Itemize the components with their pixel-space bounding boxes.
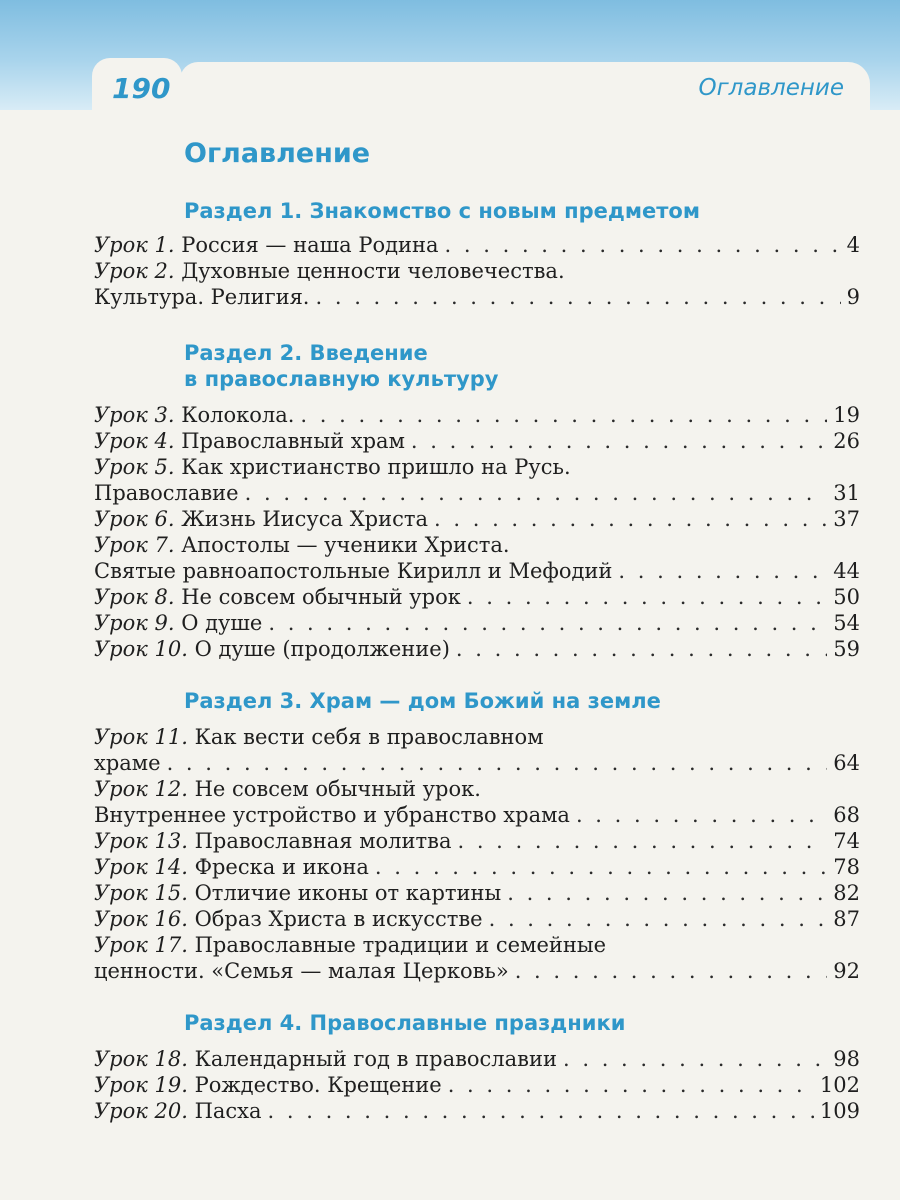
entry-second-line bbox=[94, 802, 860, 828]
entry-label bbox=[94, 506, 428, 532]
lesson-title: Апостолы — ученики Христа. bbox=[181, 533, 510, 557]
entry-line bbox=[94, 880, 860, 906]
page-ref: 98 bbox=[833, 1047, 860, 1071]
toc-section bbox=[94, 688, 860, 984]
entry-first-line bbox=[94, 724, 860, 750]
toc-entry[interactable] bbox=[94, 828, 860, 854]
lesson-number: Урок 9. bbox=[94, 611, 175, 635]
entry-label bbox=[94, 1098, 262, 1124]
lesson-number: Урок 7. bbox=[94, 533, 175, 557]
toc-section bbox=[94, 340, 860, 662]
page-ref: 9 bbox=[846, 285, 860, 309]
toc-section bbox=[94, 1010, 860, 1124]
lesson-title-continued: храме bbox=[94, 751, 161, 775]
page-ref: 44 bbox=[833, 559, 860, 583]
section-heading: Раздел 2. Введение bbox=[184, 341, 428, 365]
lesson-number: Урок 1. bbox=[94, 233, 175, 257]
page-number: 190 bbox=[112, 72, 171, 105]
lesson-title: Рождество. Крещение bbox=[194, 1073, 442, 1097]
lesson-number: Урок 20. bbox=[94, 1099, 188, 1123]
leader-dots bbox=[316, 284, 841, 310]
lesson-title: Россия — наша Родина bbox=[181, 233, 439, 257]
entry-line bbox=[94, 906, 860, 932]
lesson-title-continued: Святые равноапостольные Кирилл и Мефодий bbox=[94, 559, 613, 583]
lesson-title: О душе (продолжение) bbox=[194, 637, 450, 661]
toc-entry[interactable] bbox=[94, 880, 860, 906]
page-ref: 87 bbox=[833, 907, 860, 931]
entry-line bbox=[94, 854, 860, 880]
page-ref: 19 bbox=[833, 403, 860, 427]
leader-dots bbox=[576, 802, 827, 828]
entry-label bbox=[94, 1072, 442, 1098]
entry-label bbox=[94, 932, 606, 958]
lesson-number: Урок 8. bbox=[94, 585, 175, 609]
lesson-title: Фреска и икона bbox=[194, 855, 369, 879]
lesson-title: Календарный год в православии bbox=[194, 1047, 557, 1071]
leader-dots bbox=[268, 610, 827, 636]
leader-dots bbox=[434, 506, 827, 532]
page-ref: 54 bbox=[833, 611, 860, 635]
entry-first-line bbox=[94, 776, 860, 802]
leader-dots bbox=[563, 1046, 827, 1072]
entry-label bbox=[94, 776, 481, 802]
toc-entry[interactable] bbox=[94, 584, 860, 610]
lesson-title: Пасха bbox=[194, 1099, 262, 1123]
entry-line bbox=[94, 1046, 860, 1072]
entry-label bbox=[94, 880, 501, 906]
toc-entry[interactable] bbox=[94, 636, 860, 662]
leader-dots bbox=[456, 636, 827, 662]
lesson-list bbox=[94, 724, 860, 984]
lesson-number: Урок 2. bbox=[94, 259, 175, 283]
entry-line bbox=[94, 428, 860, 454]
lesson-title-continued: Внутреннее устройство и убранство храма bbox=[94, 803, 570, 827]
leader-dots bbox=[245, 480, 828, 506]
entry-label bbox=[94, 1046, 557, 1072]
toc-entry[interactable] bbox=[94, 428, 860, 454]
entry-line bbox=[94, 584, 860, 610]
lesson-title: Православные традиции и семейные bbox=[194, 933, 607, 957]
entry-label bbox=[94, 428, 405, 454]
page-ref: 78 bbox=[833, 855, 860, 879]
page-ref: 64 bbox=[833, 751, 860, 775]
entry-line bbox=[94, 232, 860, 258]
entry-label bbox=[94, 232, 439, 258]
lesson-list bbox=[94, 232, 860, 310]
entry-first-line bbox=[94, 454, 860, 480]
lesson-list bbox=[94, 402, 860, 662]
table-of-contents bbox=[94, 198, 860, 1124]
section-heading: в православную культуру bbox=[184, 367, 499, 391]
toc-entry[interactable] bbox=[94, 1098, 860, 1124]
page-ref: 26 bbox=[833, 429, 860, 453]
entry-label bbox=[94, 532, 510, 558]
entry-label bbox=[94, 854, 369, 880]
entry-label bbox=[94, 906, 483, 932]
toc-entry[interactable] bbox=[94, 932, 860, 984]
toc-entry[interactable] bbox=[94, 776, 860, 828]
lesson-title: Как христианство пришло на Русь. bbox=[181, 455, 571, 479]
lesson-title: Образ Христа в искусстве bbox=[194, 907, 483, 931]
entry-line bbox=[94, 1072, 860, 1098]
lesson-number: Урок 10. bbox=[94, 637, 188, 661]
toc-entry[interactable] bbox=[94, 532, 860, 584]
lesson-number: Урок 11. bbox=[94, 725, 188, 749]
page-ref: 82 bbox=[833, 881, 860, 905]
toc-section bbox=[94, 198, 860, 310]
leader-dots bbox=[467, 584, 827, 610]
lesson-number: Урок 16. bbox=[94, 907, 188, 931]
toc-entry[interactable] bbox=[94, 610, 860, 636]
toc-entry[interactable] bbox=[94, 506, 860, 532]
leader-dots bbox=[457, 828, 827, 854]
section-heading: Раздел 1. Знакомство с новым предметом bbox=[184, 199, 701, 223]
lesson-title: Православная молитва bbox=[194, 829, 452, 853]
lesson-number: Урок 3. bbox=[94, 403, 175, 427]
entry-second-line bbox=[94, 284, 860, 310]
lesson-number: Урок 19. bbox=[94, 1073, 188, 1097]
entry-second-line bbox=[94, 958, 860, 984]
entry-label bbox=[94, 402, 294, 428]
lesson-title-continued: Культура. Религия. bbox=[94, 285, 310, 309]
toc-entry[interactable] bbox=[94, 454, 860, 506]
entry-line bbox=[94, 506, 860, 532]
entry-first-line bbox=[94, 532, 860, 558]
lesson-title: Духовные ценности человечества. bbox=[181, 259, 565, 283]
running-title: Оглавление bbox=[698, 75, 844, 101]
page-ref: 37 bbox=[833, 507, 860, 531]
page-ref: 59 bbox=[833, 637, 860, 661]
lesson-number: Урок 15. bbox=[94, 881, 188, 905]
page-ref: 102 bbox=[819, 1073, 860, 1097]
entry-label bbox=[94, 828, 451, 854]
entry-second-line bbox=[94, 480, 860, 506]
lesson-title: Православный храм bbox=[181, 429, 405, 453]
toc-entry[interactable] bbox=[94, 854, 860, 880]
lesson-number: Урок 17. bbox=[94, 933, 188, 957]
toc-entry[interactable] bbox=[94, 402, 860, 428]
page-ref: 92 bbox=[833, 959, 860, 983]
leader-dots bbox=[268, 1098, 814, 1124]
lesson-number: Урок 14. bbox=[94, 855, 188, 879]
lesson-title-continued: Православие bbox=[94, 481, 239, 505]
leader-dots bbox=[618, 558, 827, 584]
leader-dots bbox=[448, 1072, 814, 1098]
lesson-number: Урок 4. bbox=[94, 429, 175, 453]
lesson-list bbox=[94, 1046, 860, 1124]
lesson-title: О душе bbox=[181, 611, 263, 635]
lesson-title: Не совсем обычный урок. bbox=[194, 777, 481, 801]
leader-dots bbox=[411, 428, 827, 454]
lesson-number: Урок 6. bbox=[94, 507, 175, 531]
entry-line bbox=[94, 402, 860, 428]
entry-line bbox=[94, 1098, 860, 1124]
lesson-title-continued: ценности. «Семья — малая Церковь» bbox=[94, 959, 509, 983]
leader-dots bbox=[167, 750, 828, 776]
entry-label bbox=[94, 610, 262, 636]
entry-label bbox=[94, 724, 544, 750]
section-heading: Раздел 3. Храм — дом Божий на земле bbox=[184, 689, 661, 713]
leader-dots bbox=[507, 880, 827, 906]
toc-entry[interactable] bbox=[94, 1072, 860, 1098]
page-ref: 74 bbox=[833, 829, 860, 853]
lesson-number: Урок 13. bbox=[94, 829, 188, 853]
leader-dots bbox=[489, 906, 828, 932]
entry-label bbox=[94, 584, 461, 610]
toc-entry[interactable] bbox=[94, 1046, 860, 1072]
leader-dots bbox=[300, 402, 827, 428]
page-ref: 31 bbox=[833, 481, 860, 505]
entry-line bbox=[94, 828, 860, 854]
toc-entry[interactable] bbox=[94, 906, 860, 932]
lesson-title: Колокола. bbox=[181, 403, 295, 427]
leader-dots bbox=[515, 958, 828, 984]
toc-entry[interactable] bbox=[94, 258, 860, 310]
entry-label bbox=[94, 454, 571, 480]
lesson-title: Отличие иконы от картины bbox=[194, 881, 502, 905]
entry-first-line bbox=[94, 932, 860, 958]
lesson-title: Не совсем обычный урок bbox=[181, 585, 461, 609]
lesson-number: Урок 5. bbox=[94, 455, 175, 479]
leader-dots bbox=[375, 854, 827, 880]
page-ref: 50 bbox=[833, 585, 860, 609]
toc-entry[interactable] bbox=[94, 724, 860, 776]
leader-dots bbox=[445, 232, 841, 258]
section-heading: Раздел 4. Православные праздники bbox=[184, 1011, 626, 1035]
lesson-title: Как вести себя в православном bbox=[194, 725, 544, 749]
page-ref: 68 bbox=[833, 803, 860, 827]
page-ref: 4 bbox=[846, 233, 860, 257]
entry-second-line bbox=[94, 558, 860, 584]
entry-label bbox=[94, 636, 450, 662]
entry-second-line bbox=[94, 750, 860, 776]
toc-entry[interactable] bbox=[94, 232, 860, 258]
entry-line bbox=[94, 636, 860, 662]
lesson-number: Урок 12. bbox=[94, 777, 188, 801]
entry-line bbox=[94, 610, 860, 636]
entry-label bbox=[94, 258, 565, 284]
toc-title: Оглавление bbox=[184, 138, 371, 169]
lesson-title: Жизнь Иисуса Христа bbox=[181, 507, 429, 531]
lesson-number: Урок 18. bbox=[94, 1047, 188, 1071]
page-ref: 109 bbox=[819, 1099, 860, 1123]
entry-first-line bbox=[94, 258, 860, 284]
